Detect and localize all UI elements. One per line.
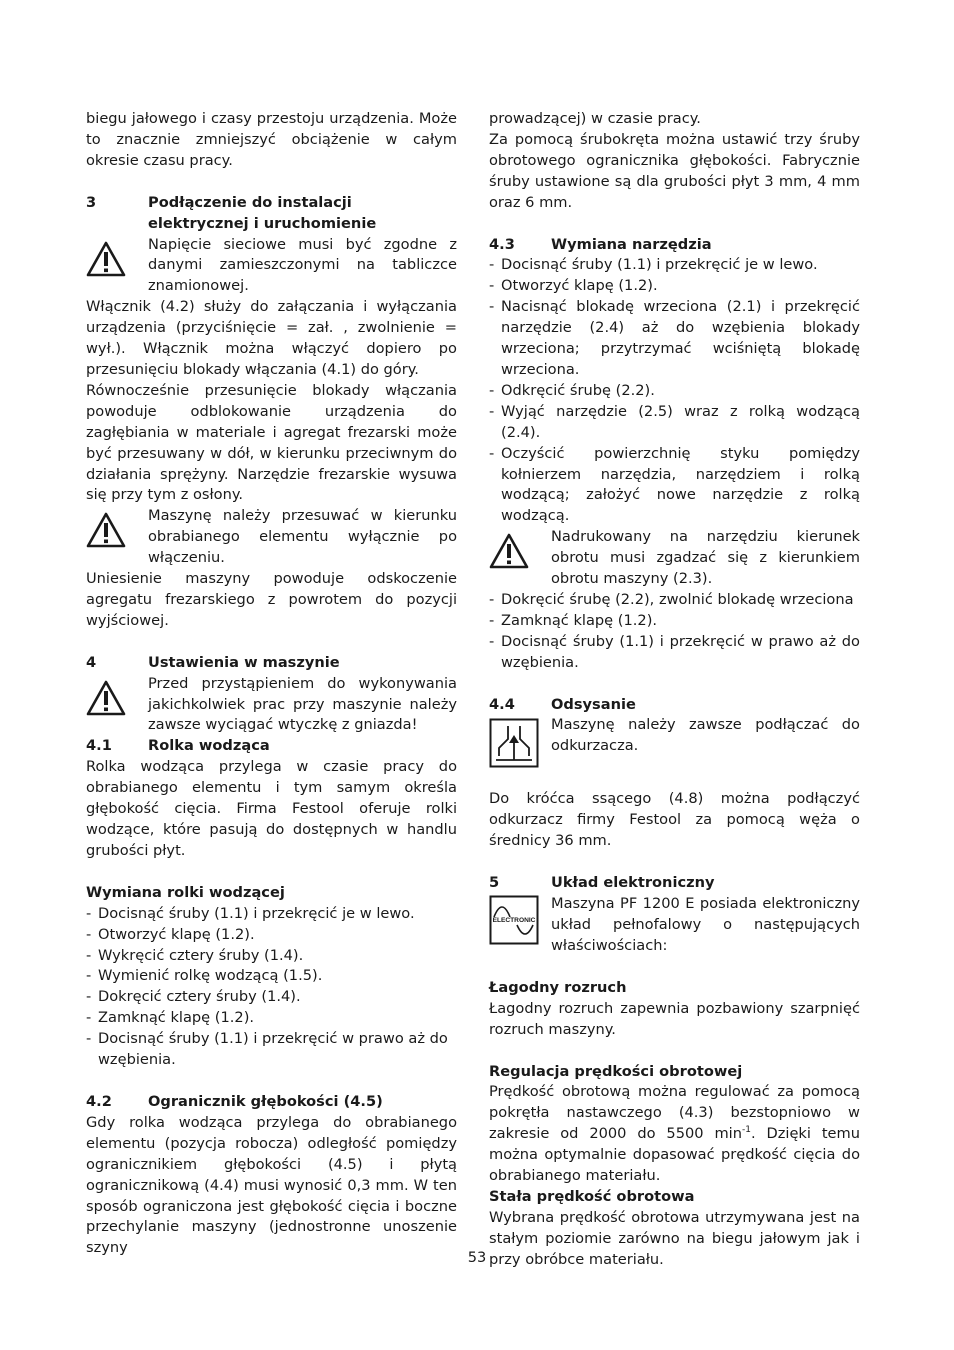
- paragraph: prowadzącej) w czasie pracy.: [489, 110, 701, 127]
- section-number: 3: [86, 193, 97, 211]
- warning-note: [489, 527, 860, 590]
- warning-triangle-icon: [86, 241, 126, 277]
- section-number: 4.1: [86, 737, 112, 755]
- section-4-3-heading: [489, 235, 860, 256]
- paragraph: Włącznik (4.2) służy do załączania i wyłączania urządzenia (przyciśnięcie = zał. , zwolnienie = wył.). Włącznik można włączyć dopiero po przesunięciu blokady włączania (4.1) do góry.: [86, 298, 457, 378]
- list-item: - Docisnąć śruby (1.1) i przekręcić w prawo aż do wzębienia.: [86, 1030, 448, 1069]
- warning-note: [86, 674, 457, 737]
- list-item: - Wyjąć narzędzie (2.5) wraz z rolką wodzącą (2.4).: [489, 402, 860, 441]
- note-text: Maszynę należy zawsze podłączać do odkurzacza.: [551, 716, 860, 755]
- paragraph: Za pomocą śrubokręta można ustawić trzy śruby obrotowego ogranicznika głębokości. Fabrycznie śruby ustawione są dla grubości płyt 3 mm, 4 mm oraz 6 mm.: [489, 130, 860, 211]
- dust-extraction-icon: [489, 718, 539, 768]
- electronic-icon-label: ELECTRONIC: [492, 917, 536, 925]
- section-5-heading: [489, 873, 860, 894]
- page-number: 53: [467, 1249, 487, 1266]
- warning-note: [86, 506, 457, 569]
- subsection-title: Wymiana rolki wodzącej: [86, 883, 285, 901]
- paragraph: Wybrana prędkość obrotowa utrzymywana jest na stałym poziomie zarówno na biegu jałowym jak i przy obróbce materiału.: [489, 1208, 860, 1268]
- warning-triangle-icon: [86, 680, 126, 716]
- list-item: - Otworzyć klapę (1.2).: [489, 277, 658, 295]
- note-text: Maszyna PF 1200 E posiada elektroniczny układ pełnofalowy o następujących właściwościach:: [551, 895, 860, 954]
- warning-triangle-icon: [489, 533, 529, 569]
- list-item: - Dokręcić śrubę (2.2), zwolnić blokadę wrzeciona: [489, 590, 854, 608]
- list-item: - Docisnąć śruby (1.1) i przekręcić w prawo aż do wzębienia.: [489, 632, 860, 671]
- intro-paragraph: biegu jałowego i czasy przestoju urządzenia. Może to znacznie zmniejszyć obciążenie w całym okresie czasu pracy.: [86, 110, 457, 169]
- section-4-2-heading: [86, 1092, 457, 1113]
- section-4-heading: [86, 653, 457, 674]
- section-title: Ustawienia w maszynie: [148, 653, 340, 671]
- step-list: [489, 590, 860, 674]
- section-title: Odsysanie: [551, 695, 636, 713]
- paragraph: Uniesienie maszyny powoduje odskoczenie agregatu frezarskiego z powrotem do pozycji wyjściowej.: [86, 570, 457, 629]
- subsection-title: Stała prędkość obrotowa: [489, 1187, 695, 1205]
- list-item: - Zamknąć klapę (1.2).: [86, 1009, 255, 1027]
- step-list: [489, 255, 860, 527]
- subsection-title: Regulacja prędkości obrotowej: [489, 1062, 743, 1080]
- section-title: Ogranicznik głębokości (4.5): [148, 1092, 383, 1110]
- paragraph: Prędkość obrotową można regulować za pomocą pokrętła nastawczego (4.3) bezstopniowo w zakresie od 2000 do 5500 $\min^{-1}$. Dzięki temu można optymalnie dopasować prędkość cięcia do obrabianego materiału.: [489, 1083, 860, 1185]
- warning-text: Przed przystąpieniem do wykonywania jakichkolwiek prac przy maszynie należy zawsze wyciągać wtyczkę z gniazda!: [148, 674, 457, 734]
- list-item: - Odkręcić śrubę (2.2).: [489, 381, 655, 399]
- left-column: [86, 109, 457, 1259]
- list-item: - Zamknąć klapę (1.2).: [489, 611, 658, 629]
- list-item: - Otworzyć klapę (1.2).: [86, 925, 255, 943]
- list-item: - Wymienić rolkę wodzącą (1.5).: [86, 967, 323, 985]
- warning-text: Nadrukowany na narzędziu kierunek obrotu musi zgadzać się z kierunkiem obrotu maszyny (2.3).: [551, 528, 860, 588]
- section-title: Rolka wodząca: [148, 737, 270, 755]
- section-4-1-heading: [86, 736, 457, 757]
- list-item: - Docisnąć śruby (1.1) i przekręcić je w lewo.: [489, 256, 818, 274]
- list-item: - Oczyścić powierzchnię styku pomiędzy kołnierzem narzędzia, narzędziem i rolką wodzącą; założyć nowe narzędzie z rolką wodzącą.: [489, 444, 860, 525]
- paragraph: Równocześnie przesunięcie blokady włączania powoduje odblokowanie urządzenia do zagłębiania w materiale i agregat frezarski może być przesuwany w dół, w kierunku przeciwnym do działania sprężyny. Narzędzie frezarskie wysuwa się przy tym z osłony.: [86, 381, 457, 504]
- electronic-note: [489, 894, 860, 957]
- right-column: [489, 109, 860, 1271]
- superscript: -1: [741, 1125, 751, 1136]
- section-3-heading: [86, 193, 457, 235]
- section-number: 4.4: [489, 695, 515, 713]
- paragraph: Gdy rolka wodząca przylega do obrabianego elementu (pozycja robocza) odległość pomiędzy ogranicznikiem głębokości (4.5) i płytą ogranicznikową (4.4) musi wynosić 0,3 mm. W ten sposób ograniczona jest głębokość cięcia i boczne przechylanie maszyny (jednostronne unoszenie szyny: [86, 1113, 457, 1257]
- section-title: Wymiana narzędzia: [551, 235, 712, 253]
- section-title: Podłączenie do instalacji elektrycznej i uruchomienie: [148, 193, 377, 232]
- warning-triangle-icon: [86, 512, 126, 548]
- section-number: 4: [86, 653, 97, 671]
- subsection-title: Łagodny rozruch: [489, 978, 627, 996]
- list-item: - Wykręcić cztery śruby (1.4).: [86, 946, 304, 964]
- paragraph: Łagodny rozruch zapewnia pozbawiony szarpnięć rozruch maszyny.: [489, 999, 860, 1038]
- section-number: 4.3: [489, 235, 515, 253]
- electronic-icon: [489, 895, 539, 945]
- warning-text: Maszynę należy przesuwać w kierunku obrabianego elementu wyłącznie po włączeniu.: [148, 507, 457, 567]
- paragraph: Do króćca ssącego (4.8) można podłączyć odkurzacz firmy Festool za pomocą węża o średnicy 36 mm.: [489, 790, 860, 850]
- list-item: - Dokręcić cztery śruby (1.4).: [86, 988, 301, 1006]
- paragraph: Rolka wodząca przylega w czasie pracy do obrabianego elementu i tym samym określa głębokość cięcia. Firma Festool oferuje rolki wodzące, które pasują do dostępnych w handlu grubości płyt.: [86, 758, 457, 859]
- list-item: - Docisnąć śruby (1.1) i przekręcić je w lewo.: [86, 904, 415, 922]
- section-number: 5: [489, 874, 500, 892]
- section-title: Układ elektroniczny: [551, 874, 715, 892]
- list-item: - Nacisnąć blokadę wrzeciona (2.1) i przekręcić narzędzie (2.4) aż do wzębienia blokady wrzeciona; przytrzymać wciśniętą blokadę wrzeciona.: [489, 298, 860, 378]
- step-list: [86, 904, 457, 1071]
- warning-note: [86, 235, 457, 298]
- section-4-4-heading: [489, 695, 860, 716]
- warning-text: Napięcie sieciowe musi być zgodne z danymi zamieszczonymi na tabliczce znamionowej.: [148, 235, 457, 295]
- dust-extraction-note: [489, 715, 860, 768]
- section-number: 4.2: [86, 1092, 112, 1110]
